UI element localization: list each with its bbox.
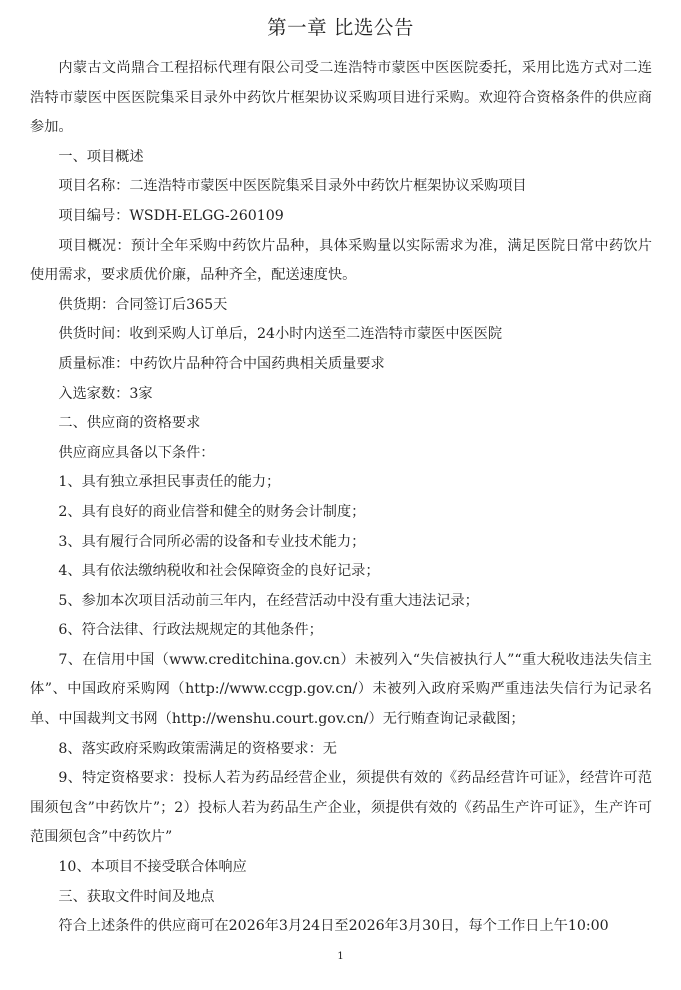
qualification-item: 8、落实政府采购政策需满足的资格要求：无 [58, 740, 337, 757]
qualifications-intro: 供应商应具备以下条件： [58, 444, 215, 461]
section-heading-obtain-documents: 三、获取文件时间及地点 [58, 888, 215, 905]
section-heading-qualifications: 二、供应商的资格要求 [58, 415, 201, 432]
qualification-item: 7、在信用中国（www.creditchina.gov.cn）未被列入“失信被执行人”“重大税收违法失信主体”、中国政府采购网（http://www.ccgp.gov.cn/）未被列入政府采购严重违法失信行为记录名单、中国裁判文书网（http://wenshu.court.gov.cn/）无行贿查询记录截图； [30, 651, 652, 728]
intro-paragraph: 内蒙古文尚鼎合工程招标代理有限公司受二连浩特市蒙医中医医院委托，采用比选方式对二连浩特市蒙医中医医院集采目录外中药饮片框架协议采购项目进行采购。欢迎符合资格条件的供应商参加。 [30, 60, 652, 136]
project-summary: 项目概况：预计全年采购中药饮片品种，具体采购量以实际需求为准，满足医院日常中药饮片使用需求，要求质优价廉，品种齐全，配送速度快。 [30, 237, 652, 284]
qualification-item: 4、具有依法缴纳税收和社会保障资金的良好记录； [58, 563, 380, 580]
supply-period: 供货期：合同签订后365天 [58, 296, 228, 313]
qualification-item: 2、具有良好的商业信誉和健全的财务会计制度； [58, 503, 366, 520]
page-number: 1 [337, 951, 344, 962]
section-heading-project-overview: 一、项目概述 [58, 148, 144, 165]
obtain-documents-paragraph: 符合上述条件的供应商可在2026年3月24日至2026年3月30日，每个工作日上午10:00 [58, 918, 609, 935]
document-body [30, 54, 652, 942]
selected-count: 入选家数：3家 [58, 385, 153, 402]
qualification-item: 9、特定资格要求：投标人若为药品经营企业，须提供有效的《药品经营许可证》，经营许可范围须包含”中药饮片”；2）投标人若为药品生产企业，须提供有效的《药品生产许可证》，生产许可范围须包含”中药饮片” [30, 770, 652, 846]
project-name: 项目名称：二连浩特市蒙医中医医院集采目录外中药饮片框架协议采购项目 [58, 178, 527, 195]
page-title: 第一章 比选公告 [267, 16, 414, 39]
qualification-item: 1、具有独立承担民事责任的能力； [58, 474, 281, 491]
qualification-item: 10、本项目不接受联合体响应 [58, 859, 247, 876]
qualification-item: 6、符合法律、行政法规规定的其他条件； [58, 622, 323, 639]
quality-standard: 质量标准：中药饮片品种符合中国药典相关质量要求 [58, 355, 385, 372]
delivery-time: 供货时间：收到采购人订单后，24小时内送至二连浩特市蒙医中医医院 [58, 326, 503, 343]
project-number: 项目编号：WSDH-ELGG-260109 [58, 207, 284, 224]
qualification-item: 5、参加本次项目活动前三年内，在经营活动中没有重大违法记录； [58, 592, 479, 609]
qualification-item: 3、具有履行合同所必需的设备和专业技术能力； [58, 533, 366, 550]
